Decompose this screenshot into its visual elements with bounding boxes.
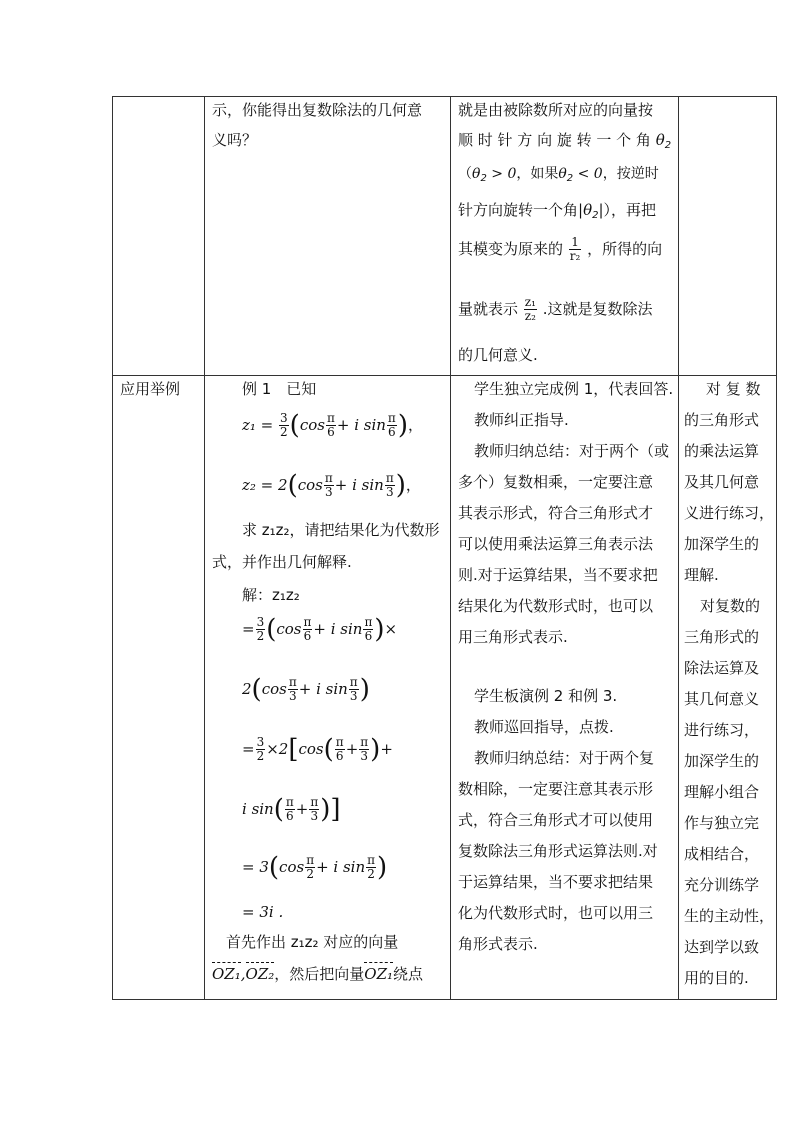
- intent-line: 达到学以致: [684, 938, 760, 956]
- z2-definition: z₂ = 2(cos $\frac{\pi}{3}$ + i sin $\frac{\pi}{3}$ )，: [242, 470, 421, 501]
- subscript: 2: [480, 173, 487, 184]
- text: .这就是复数除法: [542, 300, 653, 318]
- row1-col3-line: [458, 164, 659, 189]
- table-border-right: [776, 96, 777, 1000]
- z1-definition: z₁ = $\frac{3}{2}$ (cos $\frac{\pi}{6}$ + i sin $\frac{\pi}{6}$ )，: [242, 410, 423, 441]
- text: ，按逆时: [602, 166, 659, 182]
- activity-line: 学生独立完成例 1，代表回答.: [474, 380, 674, 398]
- activity-line: 于运算结果，当不要求把结果: [458, 873, 654, 891]
- solution-label: 解：z₁z₂: [242, 586, 300, 604]
- theta-symbol: θ: [558, 166, 567, 182]
- intent-line: 对复数的: [700, 597, 761, 615]
- activity-line: 教师巡回指导，点拨.: [474, 718, 614, 736]
- abs-theta: |θ: [578, 201, 593, 219]
- vector-oz2: OZ₂: [245, 965, 275, 983]
- intent-line: 的三角形式: [684, 411, 760, 429]
- subscript: 2: [566, 173, 574, 184]
- text: ，如果: [516, 166, 559, 182]
- activity-line: 则.对于运算结果，当不要求把: [458, 566, 658, 584]
- row1-col3-line: [458, 130, 671, 156]
- intent-line: 的乘法运算: [684, 442, 760, 460]
- text: ），再把: [603, 201, 657, 219]
- fraction-1-over-r2: $\frac{1}{\text{r₂}}$: [569, 235, 581, 263]
- solution-step: = 3(cos $\frac{\pi}{2}$ + i sin $\frac{\pi}{2}$ ): [242, 852, 388, 883]
- question-line: 求 z₁z₂，请把结果化为代数形: [242, 521, 440, 539]
- row1-col3-line: 的几何意义.: [458, 346, 538, 364]
- activity-line: 结果化为代数形式时，也可以: [458, 597, 654, 615]
- intent-line: 对 复 数: [706, 380, 761, 398]
- intent-line: 用的目的.: [684, 969, 749, 987]
- activity-line: 用三角形式表示.: [458, 628, 568, 646]
- question-line: 式，并作出几何解释.: [212, 553, 352, 571]
- example-title: 例 1 已知: [242, 380, 317, 398]
- row1-col3-line: [458, 200, 656, 226]
- math-text: < 0: [573, 166, 603, 182]
- activity-line: 可以使用乘法运算三角表示法: [458, 535, 654, 553]
- intent-line: 及其几何意: [684, 473, 760, 491]
- row1-col2-line: 示，你能得出复数除法的几何意: [212, 101, 423, 119]
- text: 量就表示: [458, 300, 519, 318]
- intent-line: 进行练习，: [684, 721, 760, 739]
- intent-line: 充分训练学: [684, 876, 760, 894]
- theta-symbol: θ: [472, 166, 481, 182]
- theta-symbol: θ: [655, 131, 665, 149]
- table-col-divider-2: [450, 96, 451, 1000]
- math-text: > 0: [486, 166, 517, 182]
- abs-bar: |: [598, 201, 604, 219]
- activity-line: 角形式表示.: [458, 935, 538, 953]
- intent-line: 三角形式的: [684, 628, 760, 646]
- activity-line: 教师归纳总结：对于两个复: [474, 749, 655, 767]
- intent-line: 其几何意义: [684, 690, 760, 708]
- text: 针方向旋转一个角: [458, 201, 579, 219]
- vector-oz1: OZ₁: [364, 965, 393, 983]
- table-col-divider-1: [204, 96, 205, 1000]
- table-col-divider-3: [678, 96, 679, 1000]
- activity-line: 多个）复数相乘，一定要注意: [458, 473, 654, 491]
- solution-step: i sin( $\frac{\pi}{6}$ + $\frac{\pi}{3}$ )]: [242, 794, 341, 825]
- paren: （: [458, 166, 472, 182]
- intent-line: 理解.: [684, 566, 719, 584]
- subscript: 2: [592, 210, 599, 221]
- activity-line: 学生板演例 2 和例 3.: [474, 687, 618, 705]
- intent-line: 作与独立完: [684, 814, 760, 832]
- note-line: 首先作出 z₁z₂ 对应的向量: [226, 933, 399, 951]
- text: 其模变为原来的: [458, 240, 564, 258]
- lesson-table: [112, 96, 777, 1000]
- note-line: OZ₁,OZ₂，然后把向量OZ₁绕点: [212, 965, 424, 983]
- text: ，所得的向: [587, 240, 663, 258]
- activity-line: 化为代数形式时，也可以用三: [458, 904, 654, 922]
- activity-line: 其表示形式，符合三角形式才: [458, 504, 654, 522]
- activity-line: 式，符合三角形式才可以使用: [458, 811, 654, 829]
- row-label-application: 应用举例: [120, 380, 181, 398]
- fraction-z1-over-z2: $\frac{\text{z₁}}{\text{z₂}}$: [524, 295, 536, 323]
- row1-col3-text: 顺 时 针 方 向 旋 转 一 个 角: [458, 131, 651, 149]
- solution-step: = $\frac{3}{2}$ ×2[cos( $\frac{\pi}{6}$ + $\frac{\pi}{3}$ )+: [242, 734, 393, 765]
- intent-line: 加深学生的: [684, 752, 760, 770]
- table-border-left: [112, 96, 113, 1000]
- intent-line: 义进行练习，: [684, 504, 775, 522]
- solution-step: = $\frac{3}{2}$ (cos $\frac{\pi}{6}$ + i sin $\frac{\pi}{6}$ )×: [242, 614, 398, 645]
- intent-line: 除法运算及: [684, 659, 760, 677]
- activity-line: 复数除法三角形式运算法则.对: [458, 842, 658, 860]
- intent-line: 加深学生的: [684, 535, 760, 553]
- intent-line: 成相结合，: [684, 845, 760, 863]
- activity-line: 数相除，一定要注意其表示形: [458, 780, 654, 798]
- subscript: 2: [664, 140, 672, 151]
- intent-line: 理解小组合: [684, 783, 760, 801]
- activity-line: 教师纠正指导.: [474, 411, 569, 429]
- row1-col3-line: 就是由被除数所对应的向量按: [458, 101, 654, 119]
- solution-step: 2(cos $\frac{\pi}{3}$ + i sin $\frac{\pi}{3}$ ): [242, 674, 370, 705]
- intent-line: 生的主动性，: [684, 907, 775, 925]
- vector-oz1: OZ₁: [212, 965, 241, 983]
- row1-col3-line: [458, 236, 662, 263]
- row1-col2-line: 义吗？: [212, 131, 258, 149]
- solution-result: = 3i .: [242, 903, 284, 921]
- activity-line: 教师归纳总结：对于两个（或: [474, 442, 670, 460]
- row1-col3-line: [458, 296, 653, 323]
